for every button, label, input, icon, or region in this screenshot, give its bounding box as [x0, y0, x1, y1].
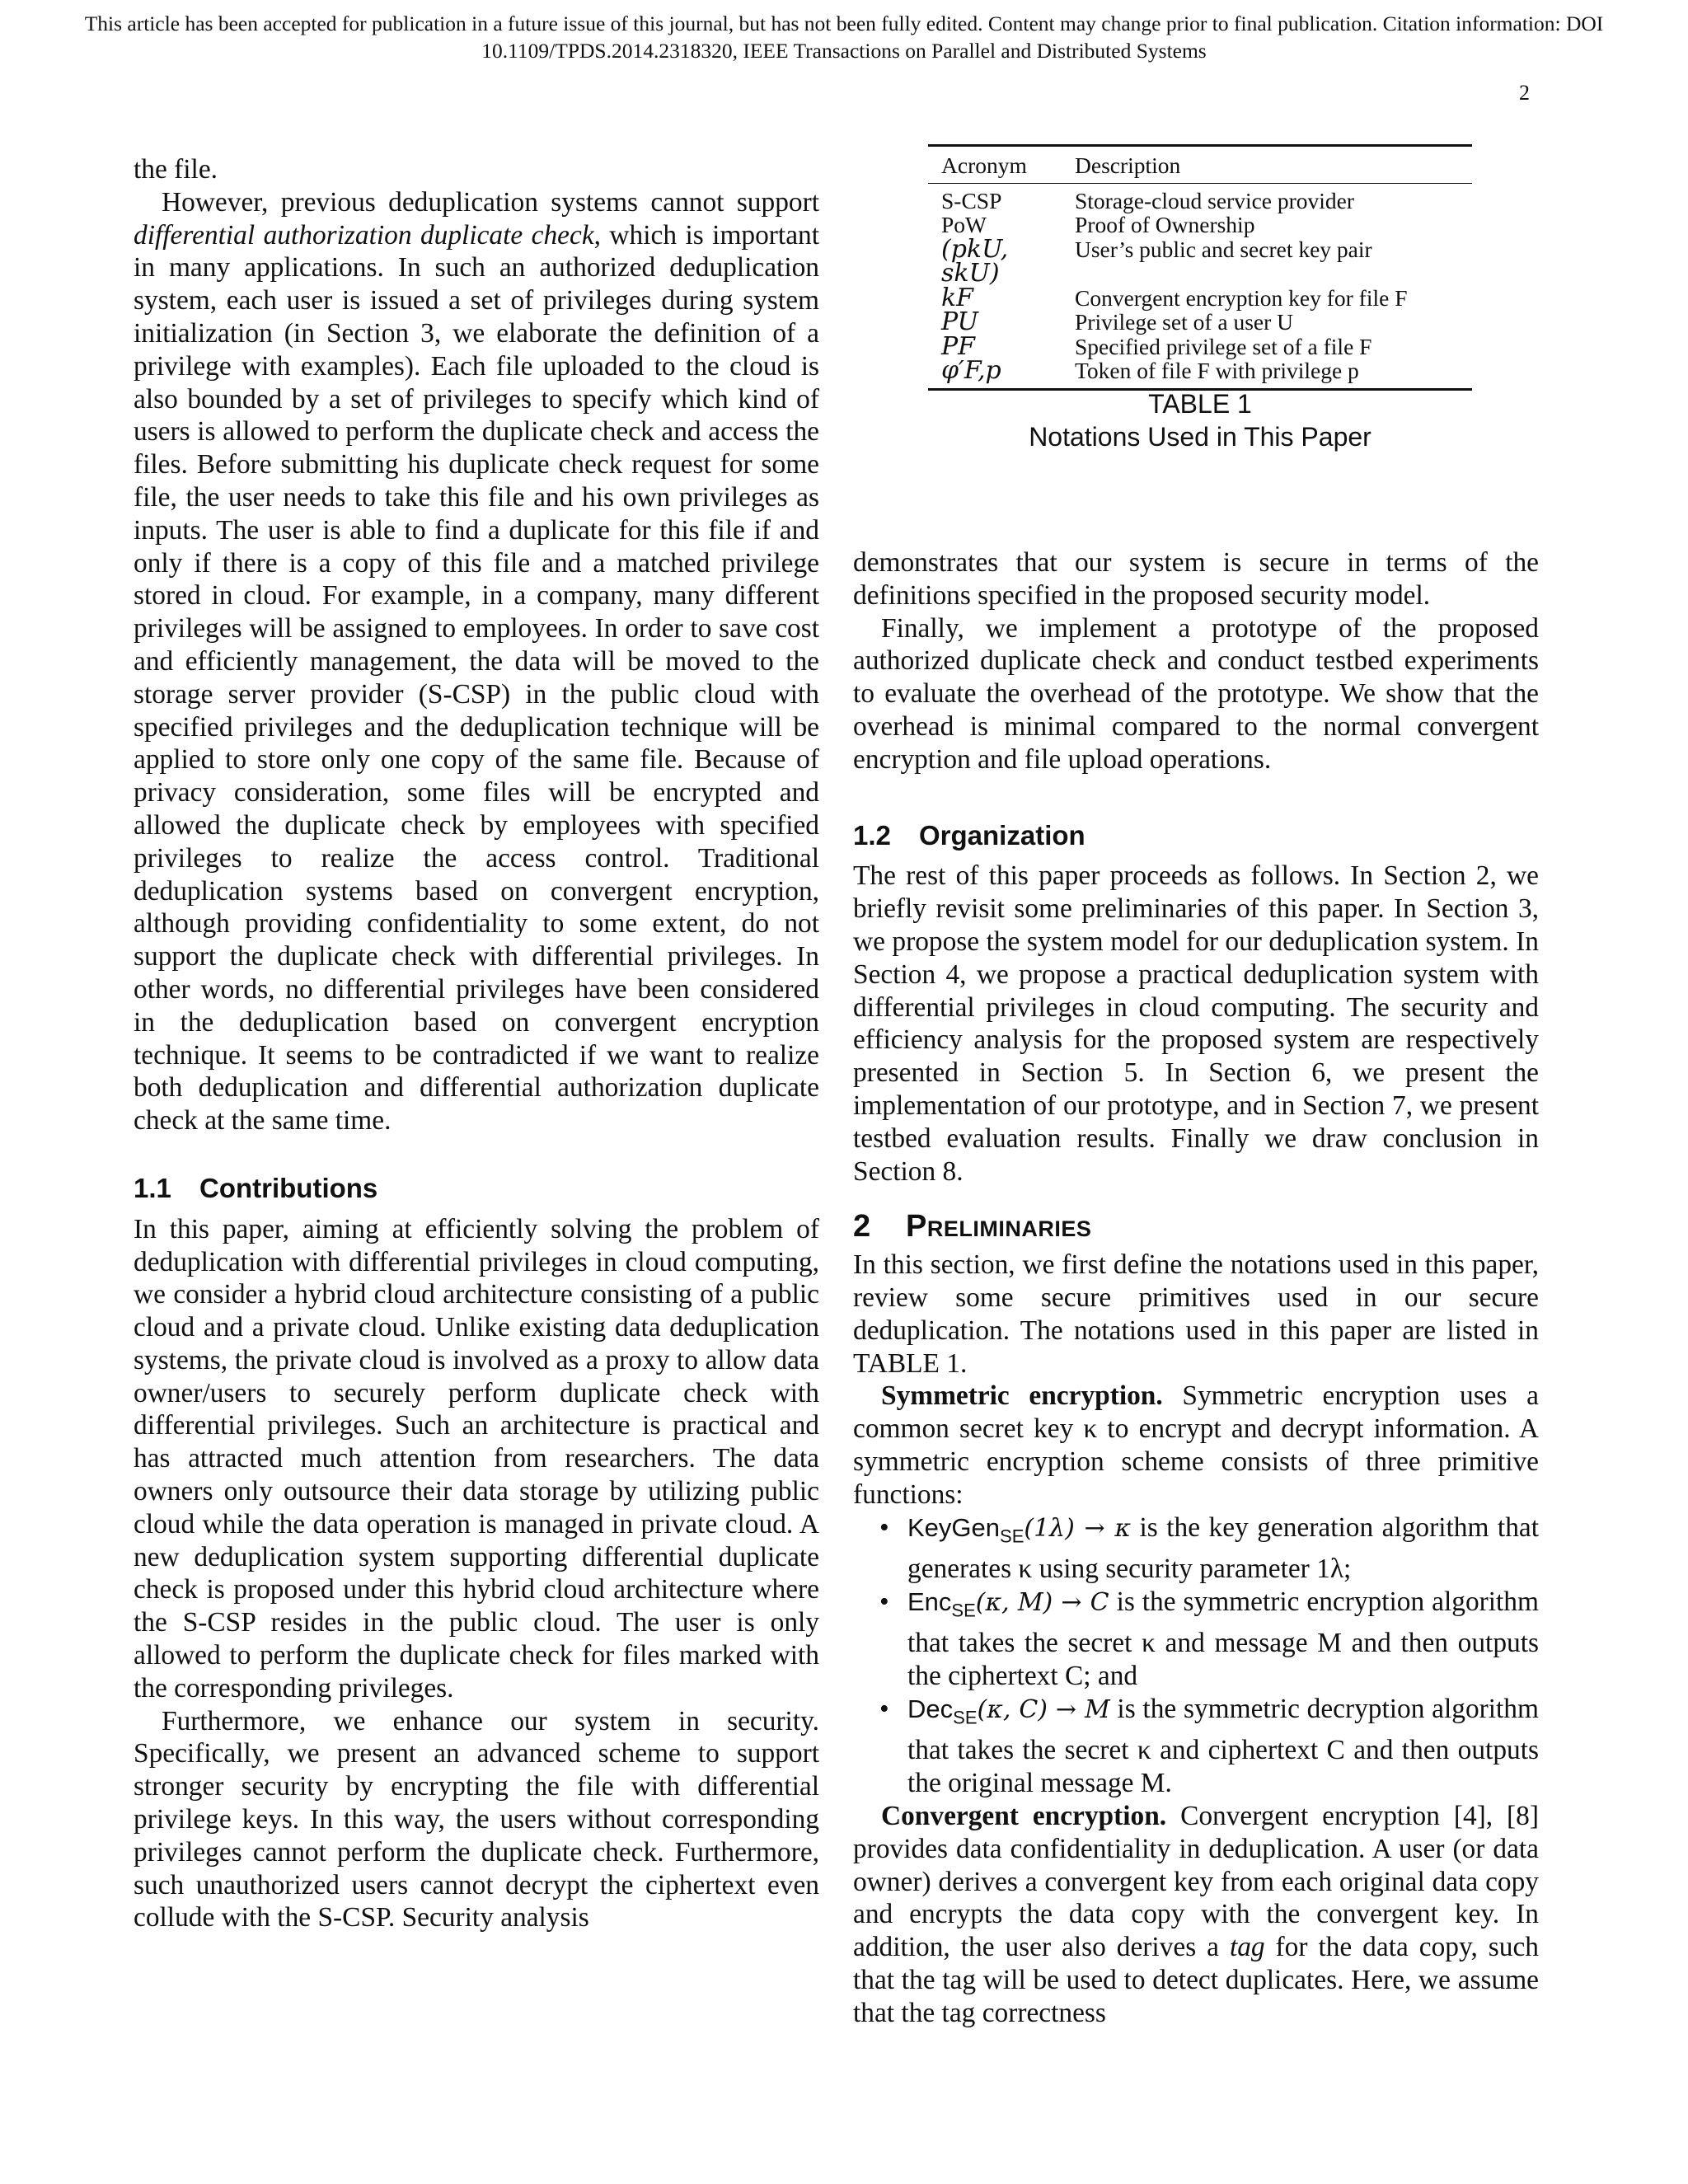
paragraph-enhancement: Furthermore, we enhance our system in security. Specifically, we present an advanced scheme to support stronger security by encrypting the file with differential privilege keys. In this way, the users without corresponding privileges cannot perform the duplicate check. Furthermore, such unauthorized users cannot decrypt the ciphertext even collude with the S-CSP. Security analysis [134, 1705, 819, 1933]
paragraph-convergent-encryption: Convergent encryption. Convergent encryption [4], [8] provides data confidentiality in deduplication. A user (or data owner) derives a convergent key from each original data copy and encrypts the data copy with the convergent key. In addition, the user also derives a tag for the data copy, such that the tag will be used to detect duplicates. Here, we assume that the tag correctness [853, 1800, 1539, 2028]
table-row: kF Convergent encryption key for file F [941, 283, 1408, 312]
column-header-acronym: Acronym [928, 146, 1062, 184]
left-column [134, 153, 819, 1934]
notation-table [928, 144, 1472, 391]
paragraph-symmetric-encryption: Symmetric encryption. Symmetric encryption uses a common secret key κ to encrypt and decrypt information. A symmetric encryption scheme consists of three primitive functions: [853, 1380, 1539, 1510]
section-heading-1-2: 1.2 Organization [853, 819, 1085, 851]
banner-line-1: This article has been accepted for publication in a future issue of this journal, but has not been fully edited. Content may change prior to final publication. Citation information: DOI [84, 12, 1604, 35]
table-row: φ′F,p Token of file F with privilege p [928, 359, 1472, 389]
paragraph-security-analysis-cont: demonstrates that our system is secure in terms of the definitions specified in the proposed security model. [853, 547, 1539, 611]
paragraph-prototype: Finally, we implement a prototype of the proposed authorized duplicate check and conduct testbed experiments to evaluate the overhead of the prototype. We show that the overhead is minimal compared to the normal convergent encryption and file upload operations. [853, 612, 1539, 775]
paragraph-preliminaries: In this section, we first define the notations used in this paper, review some secure primitives used in our secure deduplication. The notations used in this paper are listed in TABLE 1. [853, 1249, 1539, 1379]
emphasis-term: differential authorization duplicate check [134, 219, 594, 251]
paragraph-continuation: the file. [134, 154, 218, 185]
run-in-heading-symmetric: Symmetric encryption. [881, 1380, 1163, 1412]
list-item: • KeyGen$_{SE}$(1λ) → κ is the key generation algorithm that generates κ using security parameter 1λ; [907, 1511, 1539, 1586]
table-caption-label: TABLE 1 [1148, 389, 1252, 419]
section-heading-1-1: 1.1 Contributions [134, 1172, 378, 1203]
list-item: • Dec$_{SE}$(κ, C) → M is the symmetric decryption algorithm that takes the secret κ and ciphertext C and then outputs the original message M. [907, 1693, 1539, 1800]
column-header-description: Description [1062, 146, 1472, 184]
notation-table-container [928, 144, 1472, 391]
table-row: PU Privilege set of a user U [941, 307, 1293, 336]
page-number: 2 [1519, 81, 1530, 105]
emphasis-term: tag [1229, 1932, 1265, 1963]
right-column [853, 546, 1539, 2029]
table-caption-title: Notations Used in This Paper [1029, 422, 1372, 452]
list-item: • Enc$_{SE}$(κ, M) → C is the symmetric encryption algorithm that takes the secret κ and message M and then outputs the ciphertext C; and [907, 1586, 1539, 1693]
table-caption [928, 387, 1472, 453]
table-header-row [928, 146, 1472, 184]
primitive-function-list [853, 1511, 1539, 1800]
run-in-heading-convergent: Convergent encryption. [881, 1800, 1167, 1831]
table-row: (pkU, skU) User’s public and secret key pair [941, 234, 1372, 288]
paragraph-contributions: In this paper, aiming at efficiently solving the problem of deduplication with differential privileges in cloud computing, we consider a hybrid cloud architecture consisting of a public cloud and a private cloud. Unlike existing data deduplication systems, the private cloud is involved as a proxy to allow data owner/users to securely perform duplicate check with differential privileges. Such an architecture is practical and has attracted much attention from researchers. The data owners only outsource their data storage by utilizing public cloud while the data operation is managed in private cloud. A new deduplication system supporting differential duplicate check is proposed under this hybrid cloud architecture where the S-CSP resides in the public cloud. The user is only allowed to perform the duplicate check for files marked with the corresponding privileges. [134, 1213, 819, 1704]
banner-line-2: 10.1109/TPDS.2014.2318320, IEEE Transactions on Parallel and Distributed Systems [481, 39, 1207, 63]
journal-banner [0, 10, 1688, 64]
paragraph-organization: The rest of this paper proceeds as follows. In Section 2, we briefly revisit some preliminaries of this paper. In Section 3, we propose the system model for our deduplication system. In Section 4, we propose a practical deduplication system with differential privileges in cloud computing. The security and efficiency analysis for the proposed system are respectively presented in Section 5. In Section 6, we present the implementation of our prototype, and in Section 7, we present testbed evaluation results. Finally we draw conclusion in Section 8. [853, 860, 1539, 1187]
paragraph-previous-systems: However, previous deduplication systems cannot support differential authorization duplicate check, which is important in many applications. In such an authorized deduplication system, each user is issued a set of privileges during system initialization (in Section 3, we elaborate the definition of a privilege with examples). Each file uploaded to the cloud is also bounded by a set of privileges to specify which kind of users is allowed to perform the duplicate check and access the files. Before submitting his duplicate check request for some file, the user needs to take this file and his own privileges as inputs. The user is able to find a duplicate for this file if and only if there is a copy of this file and a matched privilege stored in cloud. For example, in a company, many different privileges will be assigned to employees. In order to save cost and efficiently management, the data will be moved to the storage server provider (S-CSP) in the public cloud with specified privileges and the deduplication technique will be applied to store only one copy of the same file. Because of privacy consideration, some files will be encrypted and allowed the duplicate check by employees with specified privileges to realize the access control. Traditional deduplication systems based on convergent encryption, although providing confidentiality to some extent, do not support the duplicate check with differential privileges. In other words, no differential privileges have been considered in the deduplication based on convergent encryption technique. It seems to be contradicted if we want to realize both deduplication and differential authorization duplicate check at the same time. [134, 186, 819, 1137]
table-row: PF Specified privilege set of a file F [941, 331, 1372, 361]
section-heading-2: 2 Preliminaries [853, 1209, 1092, 1244]
table-row: PoW Proof of Ownership [941, 212, 1255, 237]
table-row: S-CSP Storage-cloud service provider [941, 187, 1355, 213]
